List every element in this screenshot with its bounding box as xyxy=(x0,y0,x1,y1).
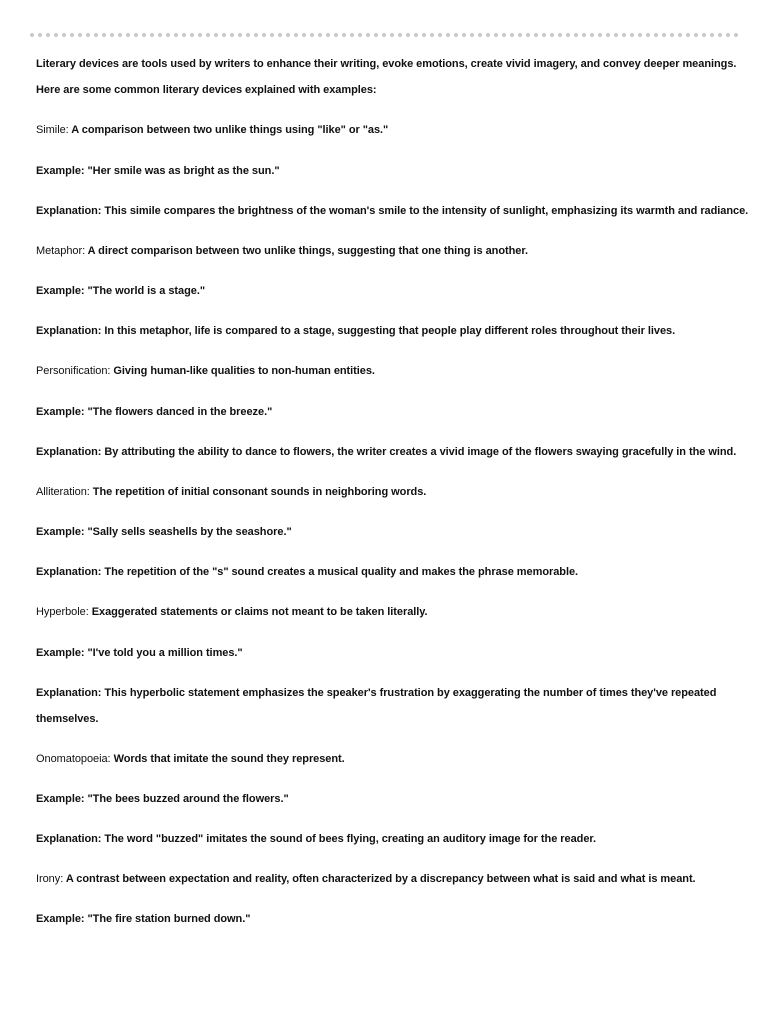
alliteration-explanation: Explanation: The repetition of the "s" sound creates a musical quality and makes the phrase memorable. xyxy=(36,566,579,578)
alliteration-example: Example: "Sally sells seashells by the seashore." xyxy=(36,526,292,538)
metaphor-explanation: Explanation: In this metaphor, life is compared to a stage, suggesting that people play different roles throughout their lives. xyxy=(36,325,676,337)
device-definition: A comparison between two unlike things using "like" or "as." xyxy=(68,124,389,136)
hyperbole-explanation-continued: themselves. xyxy=(36,713,99,725)
intro-line-2: Here are some common literary devices explained with examples: xyxy=(36,84,377,96)
device-term: Alliteration: xyxy=(36,486,90,498)
device-term: Metaphor: xyxy=(36,245,86,257)
alliteration-definition xyxy=(36,485,426,499)
simile-explanation: Explanation: This simile compares the brightness of the woman's smile to the intensity of sunlight, emphasizing its warmth and radiance. xyxy=(36,205,749,217)
onomatopoeia-explanation: Explanation: The word "buzzed" imitates the sound of bees flying, creating an auditory image for the reader. xyxy=(36,833,597,845)
simile-definition xyxy=(36,123,388,137)
personification-definition xyxy=(36,364,375,378)
hyperbole-explanation: Explanation: This hyperbolic statement emphasizes the speaker's frustration by exaggerating the number of times they've repeated xyxy=(36,687,717,699)
metaphor-definition xyxy=(36,244,528,258)
onomatopoeia-example: Example: "The bees buzzed around the flowers." xyxy=(36,793,289,805)
personification-example: Example: "The flowers danced in the breeze." xyxy=(36,406,273,418)
irony-example: Example: "The fire station burned down." xyxy=(36,913,251,925)
intro-line-1: Literary devices are tools used by writers to enhance their writing, evoke emotions, create vivid imagery, and convey deeper meanings. xyxy=(36,58,737,70)
device-term: Simile: xyxy=(36,124,69,136)
metaphor-example: Example: "The world is a stage." xyxy=(36,285,205,297)
device-term: Hyperbole: xyxy=(36,606,89,618)
device-definition: Exaggerated statements or claims not meant to be taken literally. xyxy=(88,606,428,618)
device-term: Irony: xyxy=(36,873,64,885)
hyperbole-definition xyxy=(36,605,428,619)
hyperbole-example: Example: "I've told you a million times." xyxy=(36,647,243,659)
simile-example: Example: "Her smile was as bright as the sun." xyxy=(36,165,280,177)
device-definition: A direct comparison between two unlike things, suggesting that one thing is another. xyxy=(85,245,528,257)
device-definition: A contrast between expectation and reality, often characterized by a discrepancy between what is said and what is meant. xyxy=(63,873,696,885)
dotted-divider xyxy=(28,33,740,37)
device-term: Onomatopoeia: xyxy=(36,753,111,765)
device-definition: Words that imitate the sound they represent. xyxy=(110,753,345,765)
device-definition: The repetition of initial consonant sounds in neighboring words. xyxy=(89,486,427,498)
device-term: Personification: xyxy=(36,365,111,377)
irony-definition xyxy=(36,872,696,886)
onomatopoeia-definition xyxy=(36,752,345,766)
device-definition: Giving human-like qualities to non-human entities. xyxy=(110,365,375,377)
personification-explanation: Explanation: By attributing the ability to dance to flowers, the writer creates a vivid image of the flowers swaying gracefully in the wind. xyxy=(36,446,737,458)
